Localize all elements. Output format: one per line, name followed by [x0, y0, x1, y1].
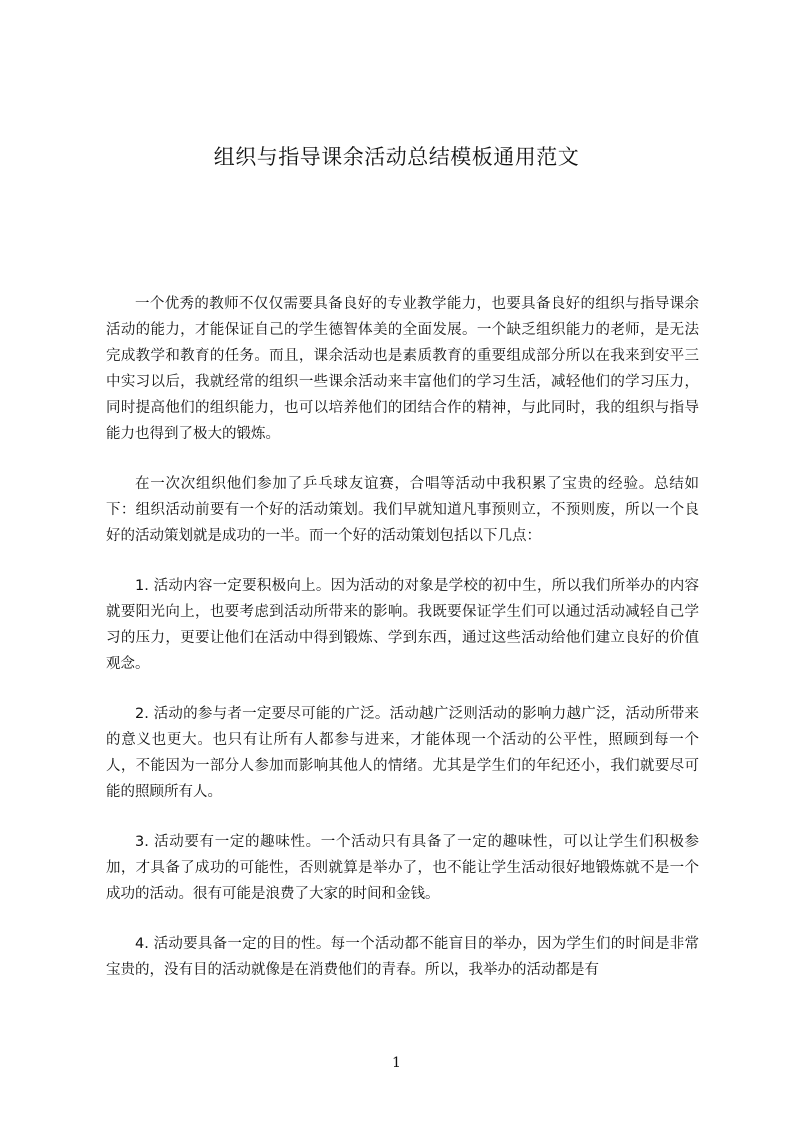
paragraph-point-4: 4. 活动要具备一定的目的性。每一个活动都不能盲目的举办，因为学生们的时间是非常宝贵的，没有目的活动就像是在消费他们的青春。所以，我举办的活动都是有	[106, 936, 699, 978]
paragraph-intro: 一个优秀的教师不仅仅需要具备良好的专业教学能力，也要具备良好的组织与指导课余活动的能力，才能保证自己的学生德智体美的全面发展。一个缺乏组织能力的老师，是无法完成教学和教育的任务。而且，课余活动也是素质教育的重要组成部分所以在我来到安平三中实习以后，我就经常的组织一些课余活动来丰富他们的学习生活，减轻他们的学习压力，同时提高他们的组织能力，也可以培养他们的团结合作的精神，与此同时，我的组织与指导能力也得到了极大的锻炼。	[106, 296, 699, 442]
paragraph-point-2: 2. 活动的参与者一定要尽可能的广泛。活动越广泛则活动的影响力越广泛，活动所带来的意义也更大。也只有让所有人都参与进来，才能体现一个活动的公平性，照顾到每一个人，不能因为一部分人参加而影响其他人的情绪。尤其是学生们的年纪还小，我们就要尽可能的照顾所有人。	[106, 706, 699, 800]
page-number: 1	[392, 1055, 401, 1071]
document-body	[106, 291, 699, 983]
paragraph-summary: 在一次次组织他们参加了乒乓球友谊赛，合唱等活动中我积累了宝贵的经验。总结如下：组织活动前要有一个好的活动策划。我们早就知道凡事预则立，不预则废，所以一个良好的活动策划就是成功的一半。而一个好的活动策划包括以下几点：	[106, 476, 699, 544]
paragraph-point-3: 3. 活动要有一定的趣味性。一个活动只有具备了一定的趣味性，可以让学生们积极参加，才具备了成功的可能性，否则就算是举办了，也不能让学生活动很好地锻炼就不是一个成功的活动。很有可能是浪费了大家的时间和金钱。	[106, 834, 699, 902]
document-title: 组织与指导课余活动总结模板通用范文	[213, 145, 580, 169]
paragraph-point-1: 1. 活动内容一定要积极向上。因为活动的对象是学校的初中生，所以我们所举办的内容就要阳光向上，也要考虑到活动所带来的影响。我既要保证学生们可以通过活动减轻自己学习的压力，更要让他们在活动中得到锻炼、学到东西，通过这些活动给他们建立良好的价值观念。	[106, 578, 699, 672]
